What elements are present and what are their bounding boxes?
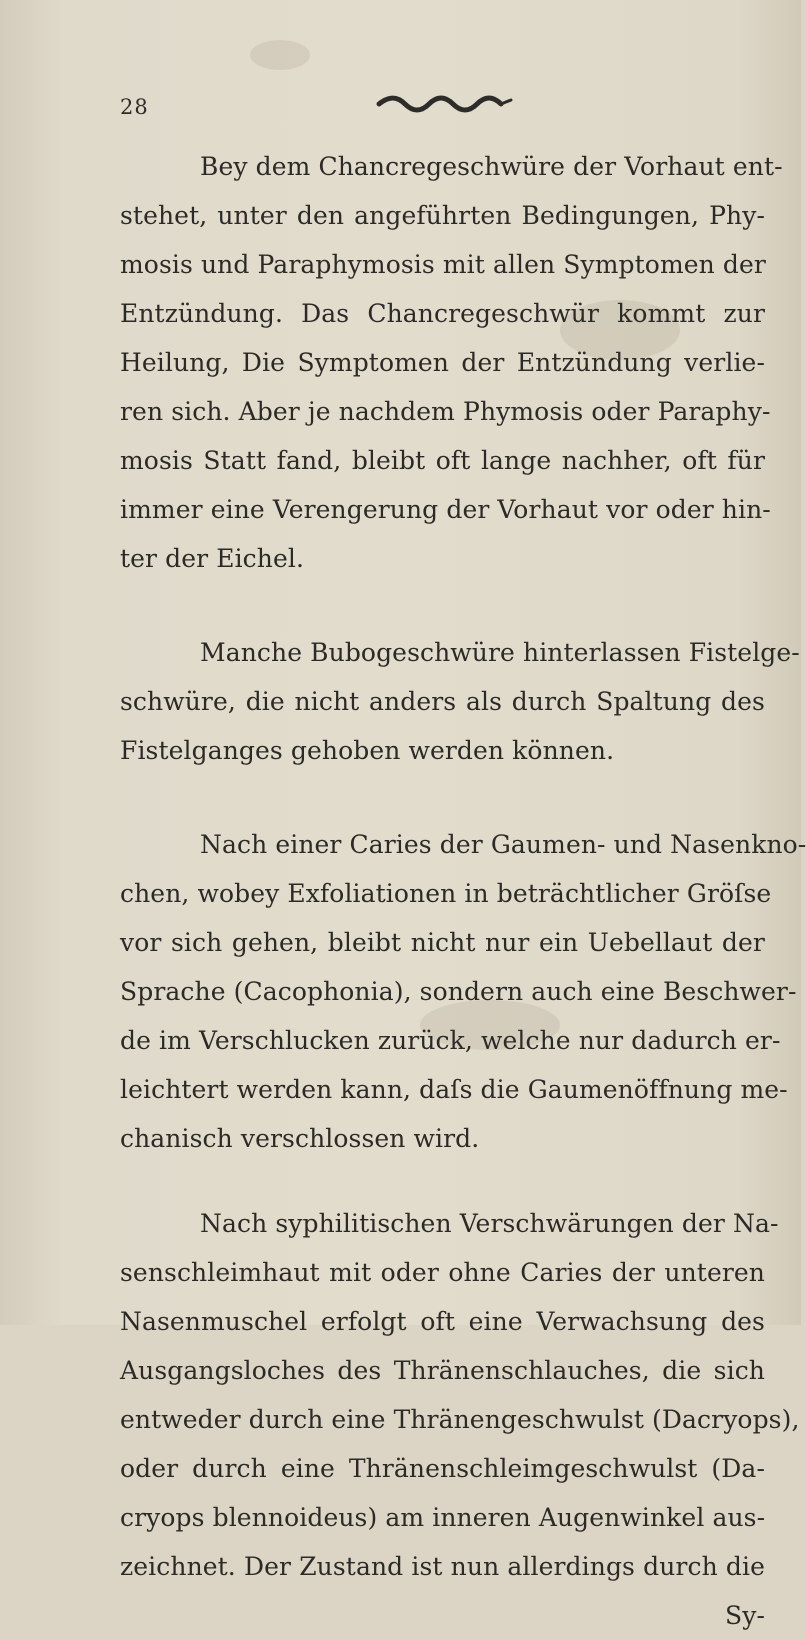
- text-line: schwüre, die nicht anders als durch Spaltung des: [120, 687, 765, 716]
- paragraph: [120, 628, 800, 775]
- text-line: chanisch verschlossen wird.: [120, 1124, 480, 1153]
- text-line: zeichnet. Der Zustand ist nun allerdings durch die: [120, 1552, 765, 1581]
- text-line: oder durch eine Thränenschleimgeschwulst (Da-: [120, 1454, 765, 1483]
- text-line: vor sich gehen, bleibt nicht nur ein Uebellaut der: [120, 928, 765, 957]
- text-line: Heilung, Die Symptomen der Entzündung verlie-: [120, 348, 765, 377]
- text-line: chen, wobey Exfoliationen in beträchtlicher Gröſse: [120, 879, 772, 908]
- text-line: Ausgangsloches des Thränenschlauches, die sich: [120, 1356, 765, 1385]
- text-line: ren sich. Aber je nachdem Phymosis oder Paraphy-: [120, 397, 771, 426]
- text-line: ter der Eichel.: [120, 544, 305, 573]
- text-line: Sprache (Cacophonia), sondern auch eine Beschwer-: [120, 977, 797, 1006]
- text-line: Nasenmuschel erfolgt oft eine Verwachsung des: [120, 1307, 765, 1336]
- text-line: mosis und Paraphymosis mit allen Symptomen der: [120, 250, 766, 279]
- text-line: cryops blennoideus) am inneren Augenwinkel aus-: [120, 1503, 766, 1532]
- paper-stain: [250, 40, 310, 70]
- body-text: [120, 142, 806, 1640]
- text-line: Bey dem Chancregeschwüre der Vorhaut ent-: [200, 152, 783, 181]
- catchword: Sy-: [725, 1601, 765, 1630]
- paragraph: [120, 142, 783, 583]
- paragraph: [120, 820, 806, 1163]
- paragraph: [120, 1199, 800, 1591]
- text-line: Entzündung. Das Chancregeschwür kommt zur: [120, 299, 765, 328]
- text-line: de im Verschlucken zurück, welche nur dadurch er-: [120, 1026, 781, 1055]
- page-number: 28: [120, 95, 149, 119]
- text-line: Fistelganges gehoben werden können.: [120, 736, 615, 765]
- paragraph-gap: [120, 1163, 765, 1199]
- text-line: Nach syphilitischen Verschwärungen der Na-: [200, 1209, 779, 1238]
- text-line: mosis Statt fand, bleibt oft lange nachher, oft für: [120, 446, 765, 475]
- text-line: Nach einer Caries der Gaumen- und Nasenkno-: [200, 830, 806, 859]
- text-line: leichtert werden kann, daſs die Gaumenöffnung me-: [120, 1075, 788, 1104]
- text-line: immer eine Verengerung der Vorhaut vor oder hin-: [120, 495, 771, 524]
- text-line: stehet, unter den angeführten Bedingungen, Phy-: [120, 201, 765, 230]
- text-line: senschleimhaut mit oder ohne Caries der unteren: [120, 1258, 765, 1287]
- text-line: Manche Bubogeschwüre hinterlassen Fistelge-: [200, 638, 800, 667]
- text-line: entweder durch eine Thränengeschwulst (Dacryops),: [120, 1405, 800, 1434]
- paragraph-gap: [120, 775, 765, 820]
- decorative-rule-ornament-icon: [375, 92, 515, 116]
- paragraph-gap: [120, 583, 765, 628]
